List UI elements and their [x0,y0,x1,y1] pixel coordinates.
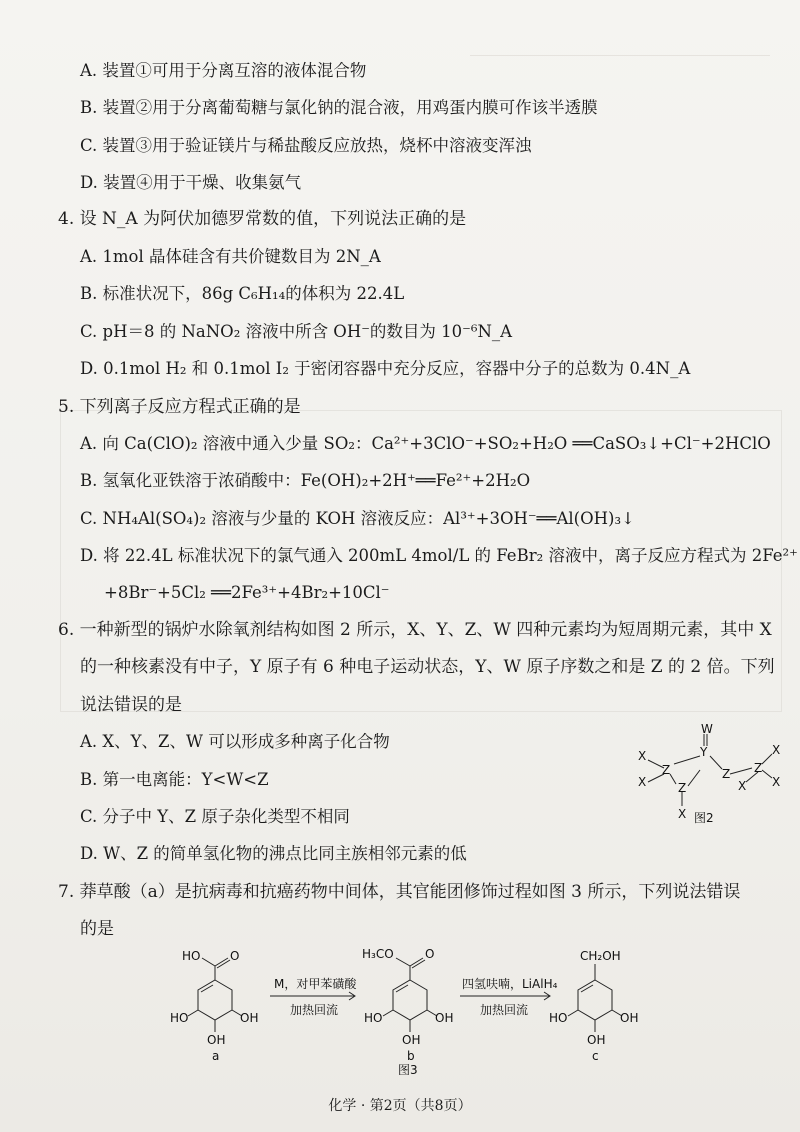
q5-option-d-line2: +8Br⁻+5Cl₂ ══2Fe³⁺+4Br₂+10Cl⁻ [104,583,390,602]
q5-option-c: C. NH₄Al(SO₄)₂ 溶液与少量的 KOH 溶液反应：Al³⁺+3OH⁻══Al(OH)₃↓ [80,509,635,528]
b-methoxy: H₃CO [362,947,394,961]
atom-w: W [701,724,713,736]
q6-stem-line3: 说法错误的是 [80,695,182,715]
step1-condition: 加热回流 [290,1003,339,1017]
figure-2-caption: 图2 [694,811,714,824]
atom-y: Y [700,745,708,759]
atom-x-1: X [638,749,647,763]
q4-option-d: D. 0.1mol H₂ 和 0.1mol I₂ 于密闭容器中充分反应，容器中分子的总数为 0.4N_A [80,359,691,378]
atom-x-6: X [738,779,747,793]
b-carbonyl-o: O [425,947,435,961]
q3-option-c: C. 装置③用于验证镁片与稀盐酸反应放热，烧杯中溶液变浑浊 [80,136,532,155]
q6-option-a: A. X、Y、Z、W 可以形成多种离子化合物 [80,732,390,751]
q3-option-d: D. 装置④用于干燥、收集氨气 [80,173,302,192]
q6-stem-line2: 的一种核素没有中子，Y 原子有 6 种电子运动状态，Y、W 原子序数之和是 Z 的 2 倍。下列 [80,657,775,677]
atom-z-3: Z [722,767,731,781]
q4-stem: 4. 设 N_A 为阿伏加德罗常数的值，下列说法正确的是 [58,209,467,229]
a-oh-right: OH [240,1011,259,1025]
q4-option-a: A. 1mol 晶体硅含有共价键数目为 2N_A [80,247,381,266]
step2-reagent: 四氢呋喃，LiAlH₄ [462,977,558,991]
figure-2-structure [612,724,792,824]
step1-reagent: M，对甲苯磺酸 [274,977,357,991]
atom-x-4: X [772,743,781,757]
a-oh-bottom: OH [207,1033,226,1047]
b-oh-bottom: OH [402,1033,421,1047]
c-ho-left: HO [549,1011,568,1025]
atom-x-2: X [638,775,647,789]
c-oh-bottom: OH [587,1033,606,1047]
atom-x-5: X [772,775,781,789]
label-a: a [212,1049,220,1063]
q6-option-d: D. W、Z 的简单氢化物的沸点比同主族相邻元素的低 [80,844,467,863]
atom-z-4: Z [754,761,763,775]
a-carbonyl-o: O [230,949,240,963]
q7-stem-line1: 7. 莽草酸（a）是抗病毒和抗癌药物中间体，其官能团修饰过程如图 3 所示，下列说法错误 [58,882,741,902]
q5-option-a: A. 向 Ca(ClO)₂ 溶液中通入少量 SO₂：Ca²⁺+3ClO⁻+SO₂+H₂O ══CaSO₃↓+Cl⁻+2HClO [80,434,771,453]
q3-option-a: A. 装置①可用于分离互溶的液体混合物 [80,61,367,80]
a-ho-left: HO [170,1011,189,1025]
atom-x-3: X [678,807,687,821]
q4-option-b: B. 标准状况下，86g C₆H₁₄的体积为 22.4L [80,284,405,303]
figure-3-reaction-scheme [170,940,640,1075]
q4-option-c: C. pH＝8 的 NaNO₂ 溶液中所含 OH⁻的数目为 10⁻⁶N_A [80,322,513,341]
label-c: c [592,1049,599,1063]
figure-3-caption: 图3 [398,1063,418,1075]
q3-option-b: B. 装置②用于分离葡萄糖与氯化钠的混合液，用鸡蛋内膜可作该半透膜 [80,98,598,117]
b-oh-right: OH [435,1011,454,1025]
label-b: b [407,1049,415,1063]
c-hydroxymethyl: CH₂OH [580,949,621,963]
q6-option-c: C. 分子中 Y、Z 原子杂化类型不相同 [80,807,350,826]
q6-stem-line1: 6. 一种新型的锅炉水除氧剂结构如图 2 所示，X、Y、Z、W 四种元素均为短周期元素，其中 X [58,620,772,640]
page-footer: 化学 · 第2页（共8页） [328,1098,472,1114]
q7-stem-line2: 的是 [80,919,114,939]
q6-option-b: B. 第一电离能：Y<W<Z [80,770,269,789]
a-ho-carboxyl: HO [182,949,201,963]
atom-z-1: Z [662,763,671,777]
atom-z-2: Z [678,781,687,795]
b-ho-left: HO [364,1011,383,1025]
q5-option-b: B. 氢氧化亚铁溶于浓硝酸中：Fe(OH)₂+2H⁺══Fe²⁺+2H₂O [80,471,531,490]
q5-stem: 5. 下列离子反应方程式正确的是 [58,397,301,417]
q5-option-d-line1: D. 将 22.4L 标准状况下的氯气通入 200mL 4mol/L 的 FeBr₂ 溶液中，离子反应方程式为 2Fe²⁺ [80,546,798,565]
c-oh-right: OH [620,1011,639,1025]
step2-condition: 加热回流 [480,1003,529,1017]
